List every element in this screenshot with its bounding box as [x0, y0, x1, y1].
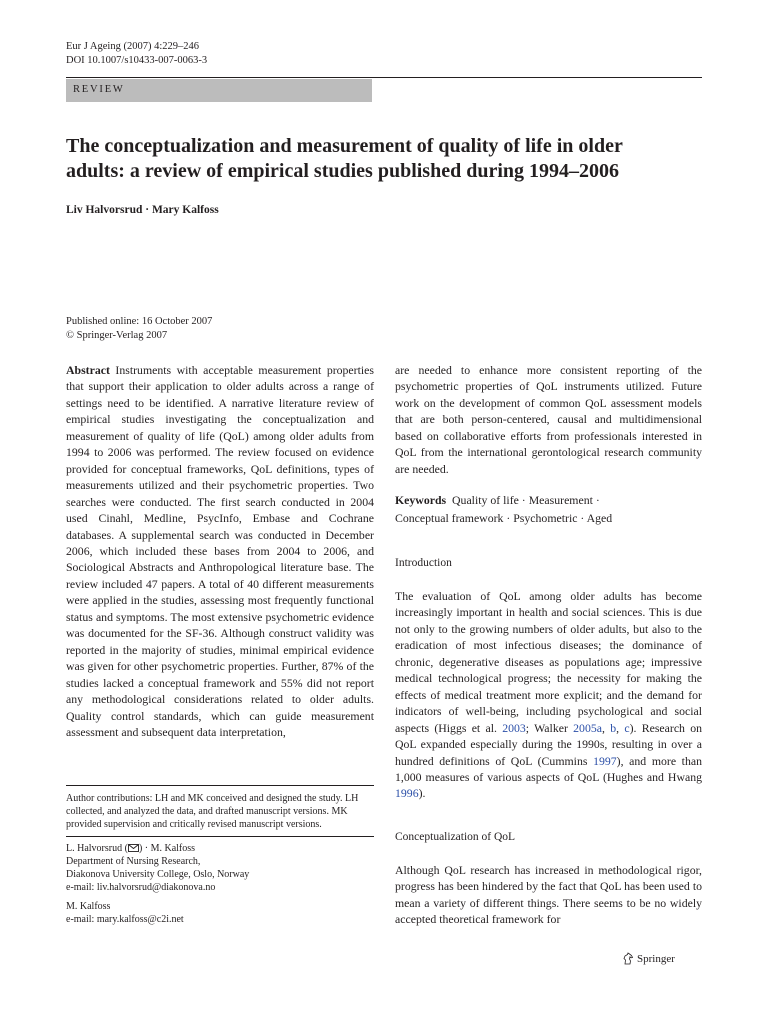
envelope-icon	[128, 844, 139, 852]
copyright: © Springer-Verlag 2007	[66, 329, 168, 341]
footnote-rule-2	[66, 836, 374, 837]
second-author: M. Kalfoss	[66, 901, 111, 912]
publisher-name: Springer	[637, 952, 675, 965]
college: Diakonova University College, Oslo, Norway	[66, 869, 250, 880]
journal-line: Eur J Ageing (2007) 4:229–246	[66, 41, 199, 52]
introduction-heading: Introduction	[395, 557, 452, 569]
conceptualization-heading: Conceptualization of QoL	[395, 831, 516, 843]
abstract-text: Instruments with acceptable measurement properties that support their application to older adults across a range of settings need to be identified. A narrative literature review of empirical studies investigating the conceptualization and measurement of quality of life (QoL) among older adults from 1994 to 2006 was performed. The review focused on evidence provided for conceptual frameworks, QoL definitions, types of measurements utilized and their psychometric properties. Two searches were conducted. The first search conducted in 2004 used Cinahl, Medline, PsycInfo, Embase and Cochrane databases. A supplemental search was conducted in December 2006, which included these bases from 2004 to 2006, and Sociological Abstracts and Anthropological literature base. The review included 47 papers. A total of 40 different measurements were applied in the studies, assessing most frequently functional status and symptoms. The most extensive psychometric evidence was documented for the SF-36. Although construct validity was reported in the majority of studies, minimal empirical evidence was given for other psychometric properties. Further, 87% of the studies lacked a conceptual framework and 55% did not report any methodological considerations related to older adults. Quality control standards, which can guide measurement assessment and subsequent data interpretation,	[66, 363, 374, 739]
abstract	[66, 362, 374, 740]
conceptualization-paragraph: Although QoL research has increased in methodological rigor, progress has been hindered by the fact that QoL has been used to mean a variety of different things. There seems to be no widely accepted theoretical framework for	[395, 863, 702, 927]
corresponding-author: L. Halvorsrud ( ) · M. Kalfoss	[66, 843, 196, 854]
publication-info	[66, 315, 212, 342]
citation-link[interactable]: 2005a	[573, 720, 602, 735]
author-contributions: Author contributions: LH and MK conceived and designed the study. LH collected, and analyzed the data, and drafted manuscript versions. MK provided supervision and critically revised manuscript versions.	[66, 793, 359, 831]
journal-citation	[66, 40, 207, 68]
citation-link[interactable]: b	[610, 720, 617, 735]
title-line-2: adults: a review of empirical studies published during 1994–2006	[66, 160, 620, 182]
section-label: REVIEW	[66, 79, 372, 102]
keywords	[395, 491, 702, 527]
published-date: Published online: 16 October 2007	[66, 316, 213, 327]
springer-horse-icon	[622, 952, 634, 965]
header-rule	[66, 77, 702, 78]
title-line-1: The conceptualization and measurement of quality of life in older	[66, 135, 623, 157]
introduction-paragraph: The evaluation of QoL among older adults has become increasingly important in health and social sciences. This is due not only to the growing numbers of older adults, but also to the eradication of most infectious diseases; the dominance of chronic, degenerative diseases as populations age; impressive medical technological progress; the necessity for making the effects of medical treatment more explicit; and the demand for indicators of well-being, including psychological and social aspects (Higgs et al. 2003; Walker 2005a, b, c). Research on QoL expanded especially during the 1990s, resulting in over a hundred definitions of QoL (Cummins 1997), and more than 1,000 measures of various aspects of QoL (Hughes and Hwang 1996).	[395, 589, 703, 801]
department: Department of Nursing Research,	[66, 856, 201, 867]
footnote-rule	[66, 785, 374, 786]
doi-line: DOI 10.1007/s10433-007-0063-3	[66, 55, 208, 66]
article-title	[66, 134, 702, 184]
abstract-label: Abstract	[66, 363, 110, 377]
keywords-label: Keywords	[395, 493, 447, 507]
author-list: Liv Halvorsrud · Mary Kalfoss	[66, 204, 219, 216]
citation-link[interactable]: 1996	[395, 786, 419, 801]
citation-link[interactable]: 1997	[593, 753, 617, 768]
keywords-line-1: Quality of life · Measurement ·	[452, 493, 600, 507]
citation-link[interactable]: c	[624, 720, 630, 735]
email-1[interactable]: e-mail: liv.halvorsrud@diakonova.no	[66, 882, 216, 893]
abstract-continuation: are needed to enhance more consistent reporting of the psychometric properties of QoL instruments utilized. Future work on the development of common QoL assessment models that are both person-centered, causal and multidimensional based on collaborative efforts from professionals interested in QoL from the international gerontological research community are needed.	[395, 363, 702, 476]
keywords-line-2: Conceptual framework · Psychometric · Aged	[395, 511, 613, 525]
citation-link[interactable]: 2003	[502, 720, 526, 735]
email-2[interactable]: e-mail: mary.kalfoss@c2i.net	[66, 914, 184, 925]
publisher-logo	[622, 952, 675, 965]
author-addresses	[66, 842, 374, 926]
